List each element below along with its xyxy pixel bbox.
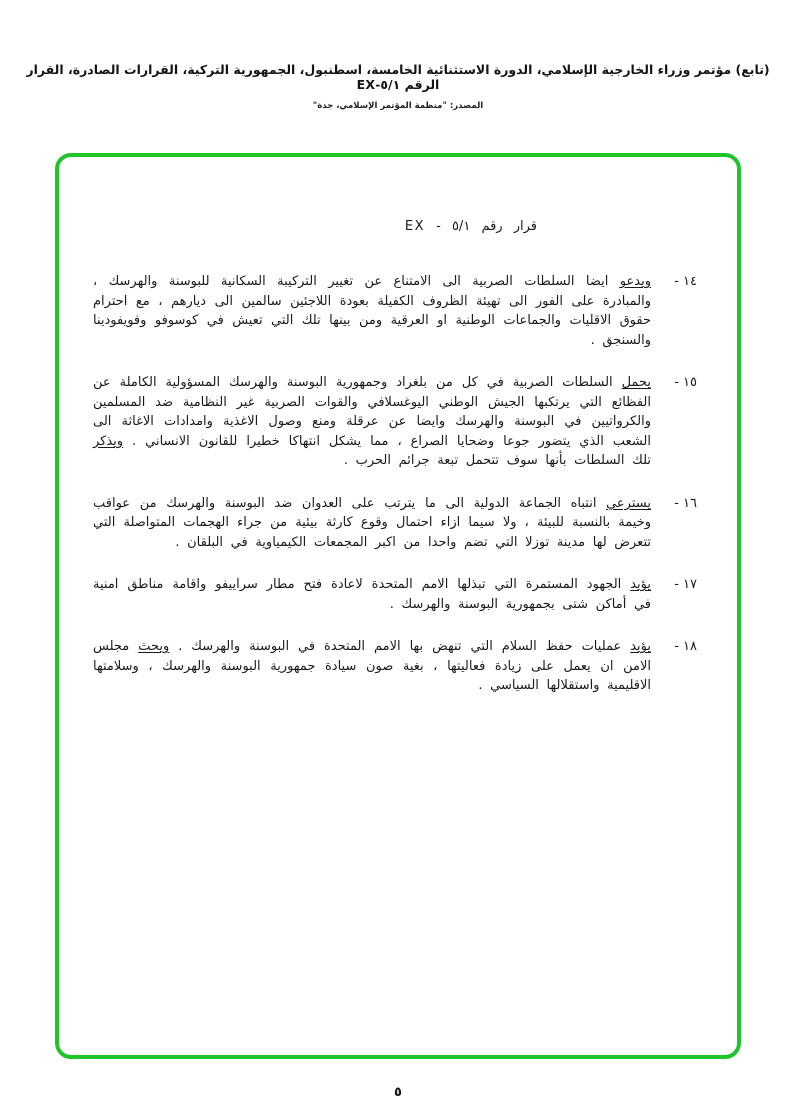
resolution-clause xyxy=(93,637,697,696)
clause-number: ١٤ - xyxy=(674,274,697,289)
resolution-clause xyxy=(93,575,697,614)
clause-text: يؤيد عمليات حفظ السلام التي تنهض بها الامم المتحدة في البوسنة والهرسك . ويحث مجلس الامن ان يعمل على زيادة فعاليتها ، بغية صون سيادة جمهورية البوسنة والهرسك ، وسلامتها الاقليمية واستقلالها السياسي . xyxy=(93,639,651,693)
document-header xyxy=(0,0,796,111)
scanned-page-frame xyxy=(55,153,741,1059)
clause-number: ١٦ - xyxy=(674,495,697,511)
clause-text: يحمل السلطات الصربية في كل من بلغراد وجمهورية البوسنة والهرسك المسؤولية الكاملة عن الفظائع التي يرتكبها الجيش الوطني اليوغسلافي والقوات الصربية غير النظامية ضد المسلمين والكرواتيين في البوسنة والهرسك وايضا عن عرقلة ومنع وصول الاغذية وامدادات الاغاثة الى الشعب الذي يتضور جوعا وضحايا الصراع ، مما يشكل انتهاكا خطيرا للقانون الانساني . ويذكر تلك السلطات بأنها سوف تتحمل تبعة جرائم الحرب . xyxy=(93,375,651,468)
clause-number: ١٧ - xyxy=(674,577,697,592)
clause-text: يؤيد الجهود المستمرة التي تبذلها الامم المتحدة لاعادة فتح مطار سراييفو واقامة مناطق امنية في أماكن شتى بجمهورية البوسنة والهرسك . xyxy=(93,577,651,612)
clause-number: ١٨ - xyxy=(674,639,697,654)
clause-number: ١٥ - xyxy=(674,375,697,390)
resolution-clause xyxy=(93,373,697,471)
header-title: (تابع) مؤتمر وزراء الخارجية الإسلامي، الدورة الاستثنائية الخامسة، اسطنبول، الجمهورية التركية، القرارات الصادرة، القرار الرقم ٥/١-EX xyxy=(26,62,770,92)
resolution-title: قرار رقم ٥/١ - EX xyxy=(404,219,537,234)
resolution-clause xyxy=(93,494,697,553)
page-number: ٥ xyxy=(394,1085,402,1100)
header-source: المصدر: "منظمة المؤتمر الإسلامي، جدة" xyxy=(312,101,484,111)
resolution-clause xyxy=(93,272,697,350)
resolution-items xyxy=(93,272,697,696)
clause-text: ويدعو ايضا السلطات الصربية الى الامتناع عن تغيير التركيبة السكانية للبوسنة والهرسك ، والمبادرة على الفور الى تهيئة الظروف الكفيلة بعودة اللاجئين سالمين الى ديارهم ، مع احترام حقوق الاقليات والجماعات الوطنية او العرقية ومن بينها تلك التي تعيش في كوسوفو وفويفودينا والسنجق . xyxy=(93,274,651,348)
clause-text: يسترعي انتباه الجماعة الدولية الى ما يترتب على العدوان ضد البوسنة والهرسك من عواقب وخيمة بالنسبة للبيئة ، ولا سيما ازاء احتمال وقوع كارثة بيئية من جراء الهجمات المتواصلة التي تتعرض لها مدينة توزلا التي تضم واحدا من اكبر المجمعات الكيمياوية في البلقان . xyxy=(93,495,651,550)
